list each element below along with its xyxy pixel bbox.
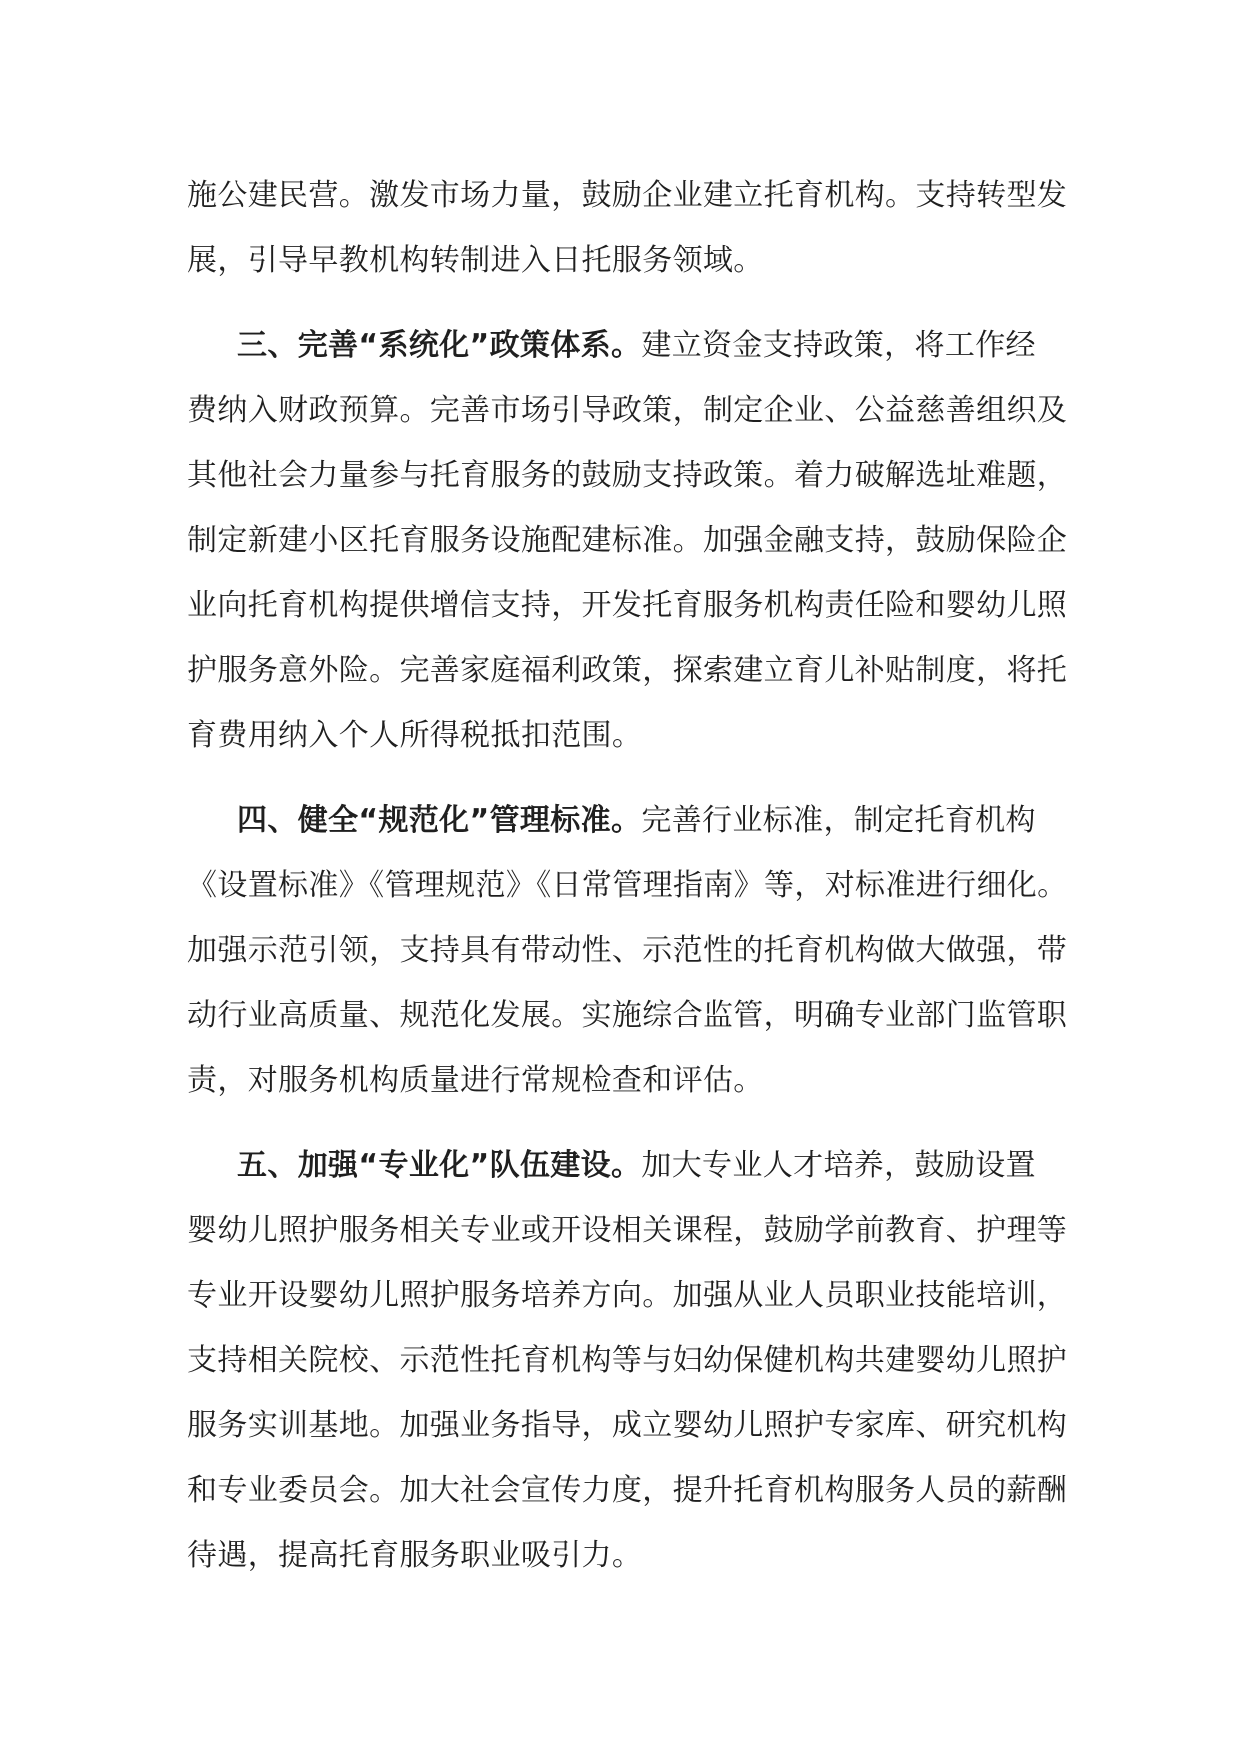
- text-line: 育费用纳入个人所得税抵扣范围。: [187, 718, 643, 753]
- section-5-paragraph: [187, 1133, 1067, 1588]
- section-4-first-text: 完善行业标准，制定托育机构: [641, 803, 1036, 838]
- text-line: 服务实训基地。加强业务指导，成立婴幼儿照护专家库、研究机构: [187, 1408, 1068, 1443]
- text-line: 业向托育机构提供增信支持，开发托育服务机构责任险和婴幼儿照: [187, 588, 1068, 623]
- text-line: 待遇，提高托育服务职业吸引力。: [187, 1538, 643, 1573]
- section-5-first-line: [187, 1133, 1067, 1198]
- text-line: 加强示范引领，支持具有带动性、示范性的托育机构做大做强，带: [187, 933, 1068, 968]
- document-body: [187, 163, 1067, 1588]
- text-line: 费纳入财政预算。完善市场引导政策，制定企业、公益慈善组织及: [187, 393, 1068, 428]
- text-line: 专业开设婴幼儿照护服务培养方向。加强从业人员职业技能培训，: [187, 1278, 1068, 1313]
- text-line: 婴幼儿照护服务相关专业或开设相关课程，鼓励学前教育、护理等: [187, 1213, 1068, 1248]
- section-4-paragraph: [187, 788, 1067, 1113]
- text-line: 施公建民营。激发市场力量，鼓励企业建立托育机构。支持转型发: [187, 178, 1068, 213]
- section-3-first-line: [187, 313, 1067, 378]
- paragraph-continuation: [187, 163, 1067, 293]
- text-line: 支持相关院校、示范性托育机构等与妇幼保健机构共建婴幼儿照护: [187, 1343, 1068, 1378]
- section-4-heading: 四、健全“规范化”管理标准。: [237, 803, 642, 838]
- text-line: 《设置标准》《管理规范》《日常管理指南》等，对标准进行细化。: [187, 868, 1068, 903]
- text-line: 展，引导早教机构转制进入日托服务领域。: [187, 243, 764, 278]
- text-line: 其他社会力量参与托育服务的鼓励支持政策。着力破解选址难题，: [187, 458, 1068, 493]
- section-5-heading: 五、加强“专业化”队伍建设。: [237, 1148, 642, 1183]
- text-line: 动行业高质量、规范化发展。实施综合监管，明确专业部门监管职: [187, 998, 1068, 1033]
- section-3-heading: 三、完善“系统化”政策体系。: [237, 328, 642, 363]
- text-line: 责，对服务机构质量进行常规检查和评估。: [187, 1063, 764, 1098]
- section-5-first-text: 加大专业人才培养，鼓励设置: [641, 1148, 1036, 1183]
- text-line: 制定新建小区托育服务设施配建标准。加强金融支持，鼓励保险企: [187, 523, 1068, 558]
- section-4-first-line: [187, 788, 1067, 853]
- text-line: 护服务意外险。完善家庭福利政策，探索建立育儿补贴制度，将托: [187, 653, 1068, 688]
- section-3-first-text: 建立资金支持政策，将工作经: [641, 328, 1036, 363]
- section-3-paragraph: [187, 313, 1067, 768]
- text-line: 和专业委员会。加大社会宣传力度，提升托育机构服务人员的薪酬: [187, 1473, 1068, 1508]
